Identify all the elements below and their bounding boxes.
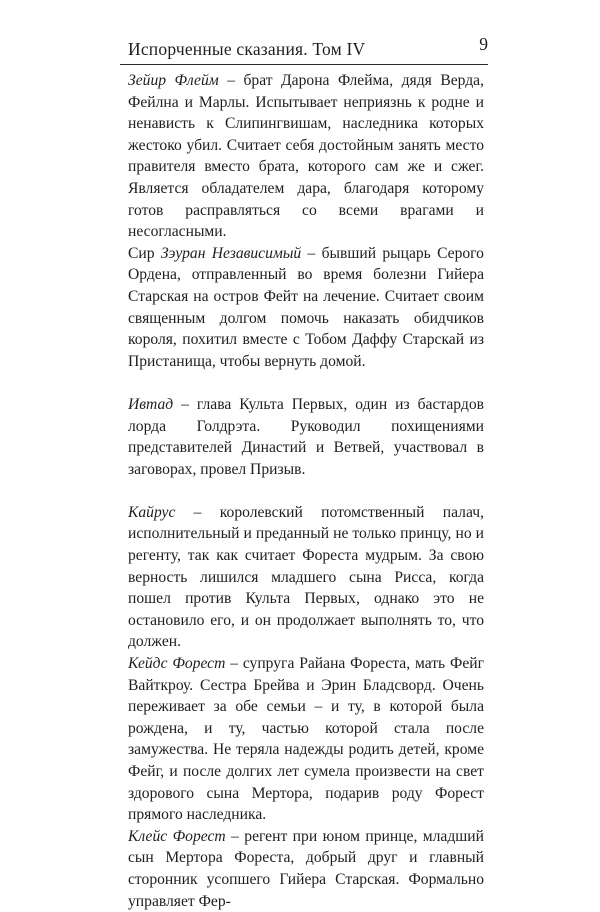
running-title: Испорченные сказания. Том IV [128,39,366,59]
character-description: – супруга Райана Фореста, мать Фейг Вайткроу. Сестра Брейва и Эрин Бладсворд. Очень переживает за обе семьи – и ту, в которой была рождена, и ту, частью которой стала после замужества. Не теряла надежды родить детей, кроме Фейг, и после долгих лет сумела произвести на свет здорового сына Мертора, подарив роду Форест прямого наследника. [128,655,484,824]
character-name: Кейдс Форест [128,655,226,673]
page-number: 9 [479,34,488,54]
character-description: – брат Дарона Флейма, дядя Верда, Фейлна и Марлы. Испытывает неприязнь к родне и ненависть к Слипингвишам, наследника которых жестоко убил. Считает себя достойным занять место правителя вместо брата, которого сам же и сжег. Является обладателем дара, благодаря которому готов расправляться со всеми врагами и несогласными. [128,72,484,241]
character-name: Кайрус [128,503,176,521]
character-name: Зейир Флейм [128,72,219,89]
character-description: – королевский потомственный палач, исполнительный и преданный не только принцу, но и регенту, так как считает Фореста мудрым. За свою верность лишился младшего сына Рисса, когда пошел против Культа Первых, однако это не остановило его, и он продолжает выполнять то, что должен. [128,503,484,651]
character-entry-zeyir [128,70,484,243]
character-description: – бывший рыцарь Серого Ордена, отправленный во время болезни Гийера Старская на остров Фейт на лечение. Считает своим священным долгом помочь наказать обидчиков короля, похитил вместе с Тобом Даффу Старскай из Пристанища, чтобы вернуть домой. [128,244,484,370]
running-header [120,34,488,65]
character-name: Зэуран Независимый [160,244,302,262]
character-entry-ivtad [128,394,484,480]
character-entry-keyds [128,653,484,826]
character-description: – глава Культа Первых, один из бастардов лорда Голдрэта. Руководил похищениями представителей Династий и Ветвей, участвовал в заговорах, провел Призыв. [128,395,484,478]
character-name: Ивтад [128,395,174,413]
entry-prefix: Сир [128,244,161,262]
character-name: Клейс Форест [128,827,226,845]
character-description: – регент при юном принце, младший сын Мертора Фореста, добрый друг и главный сторонник усопшего Гийера Старская. Формально управляет Фер- [128,827,484,910]
character-entry-zeuran [128,243,484,373]
character-entry-kayrus [128,502,484,653]
body-text [128,70,484,912]
character-entry-kleys [128,826,484,912]
